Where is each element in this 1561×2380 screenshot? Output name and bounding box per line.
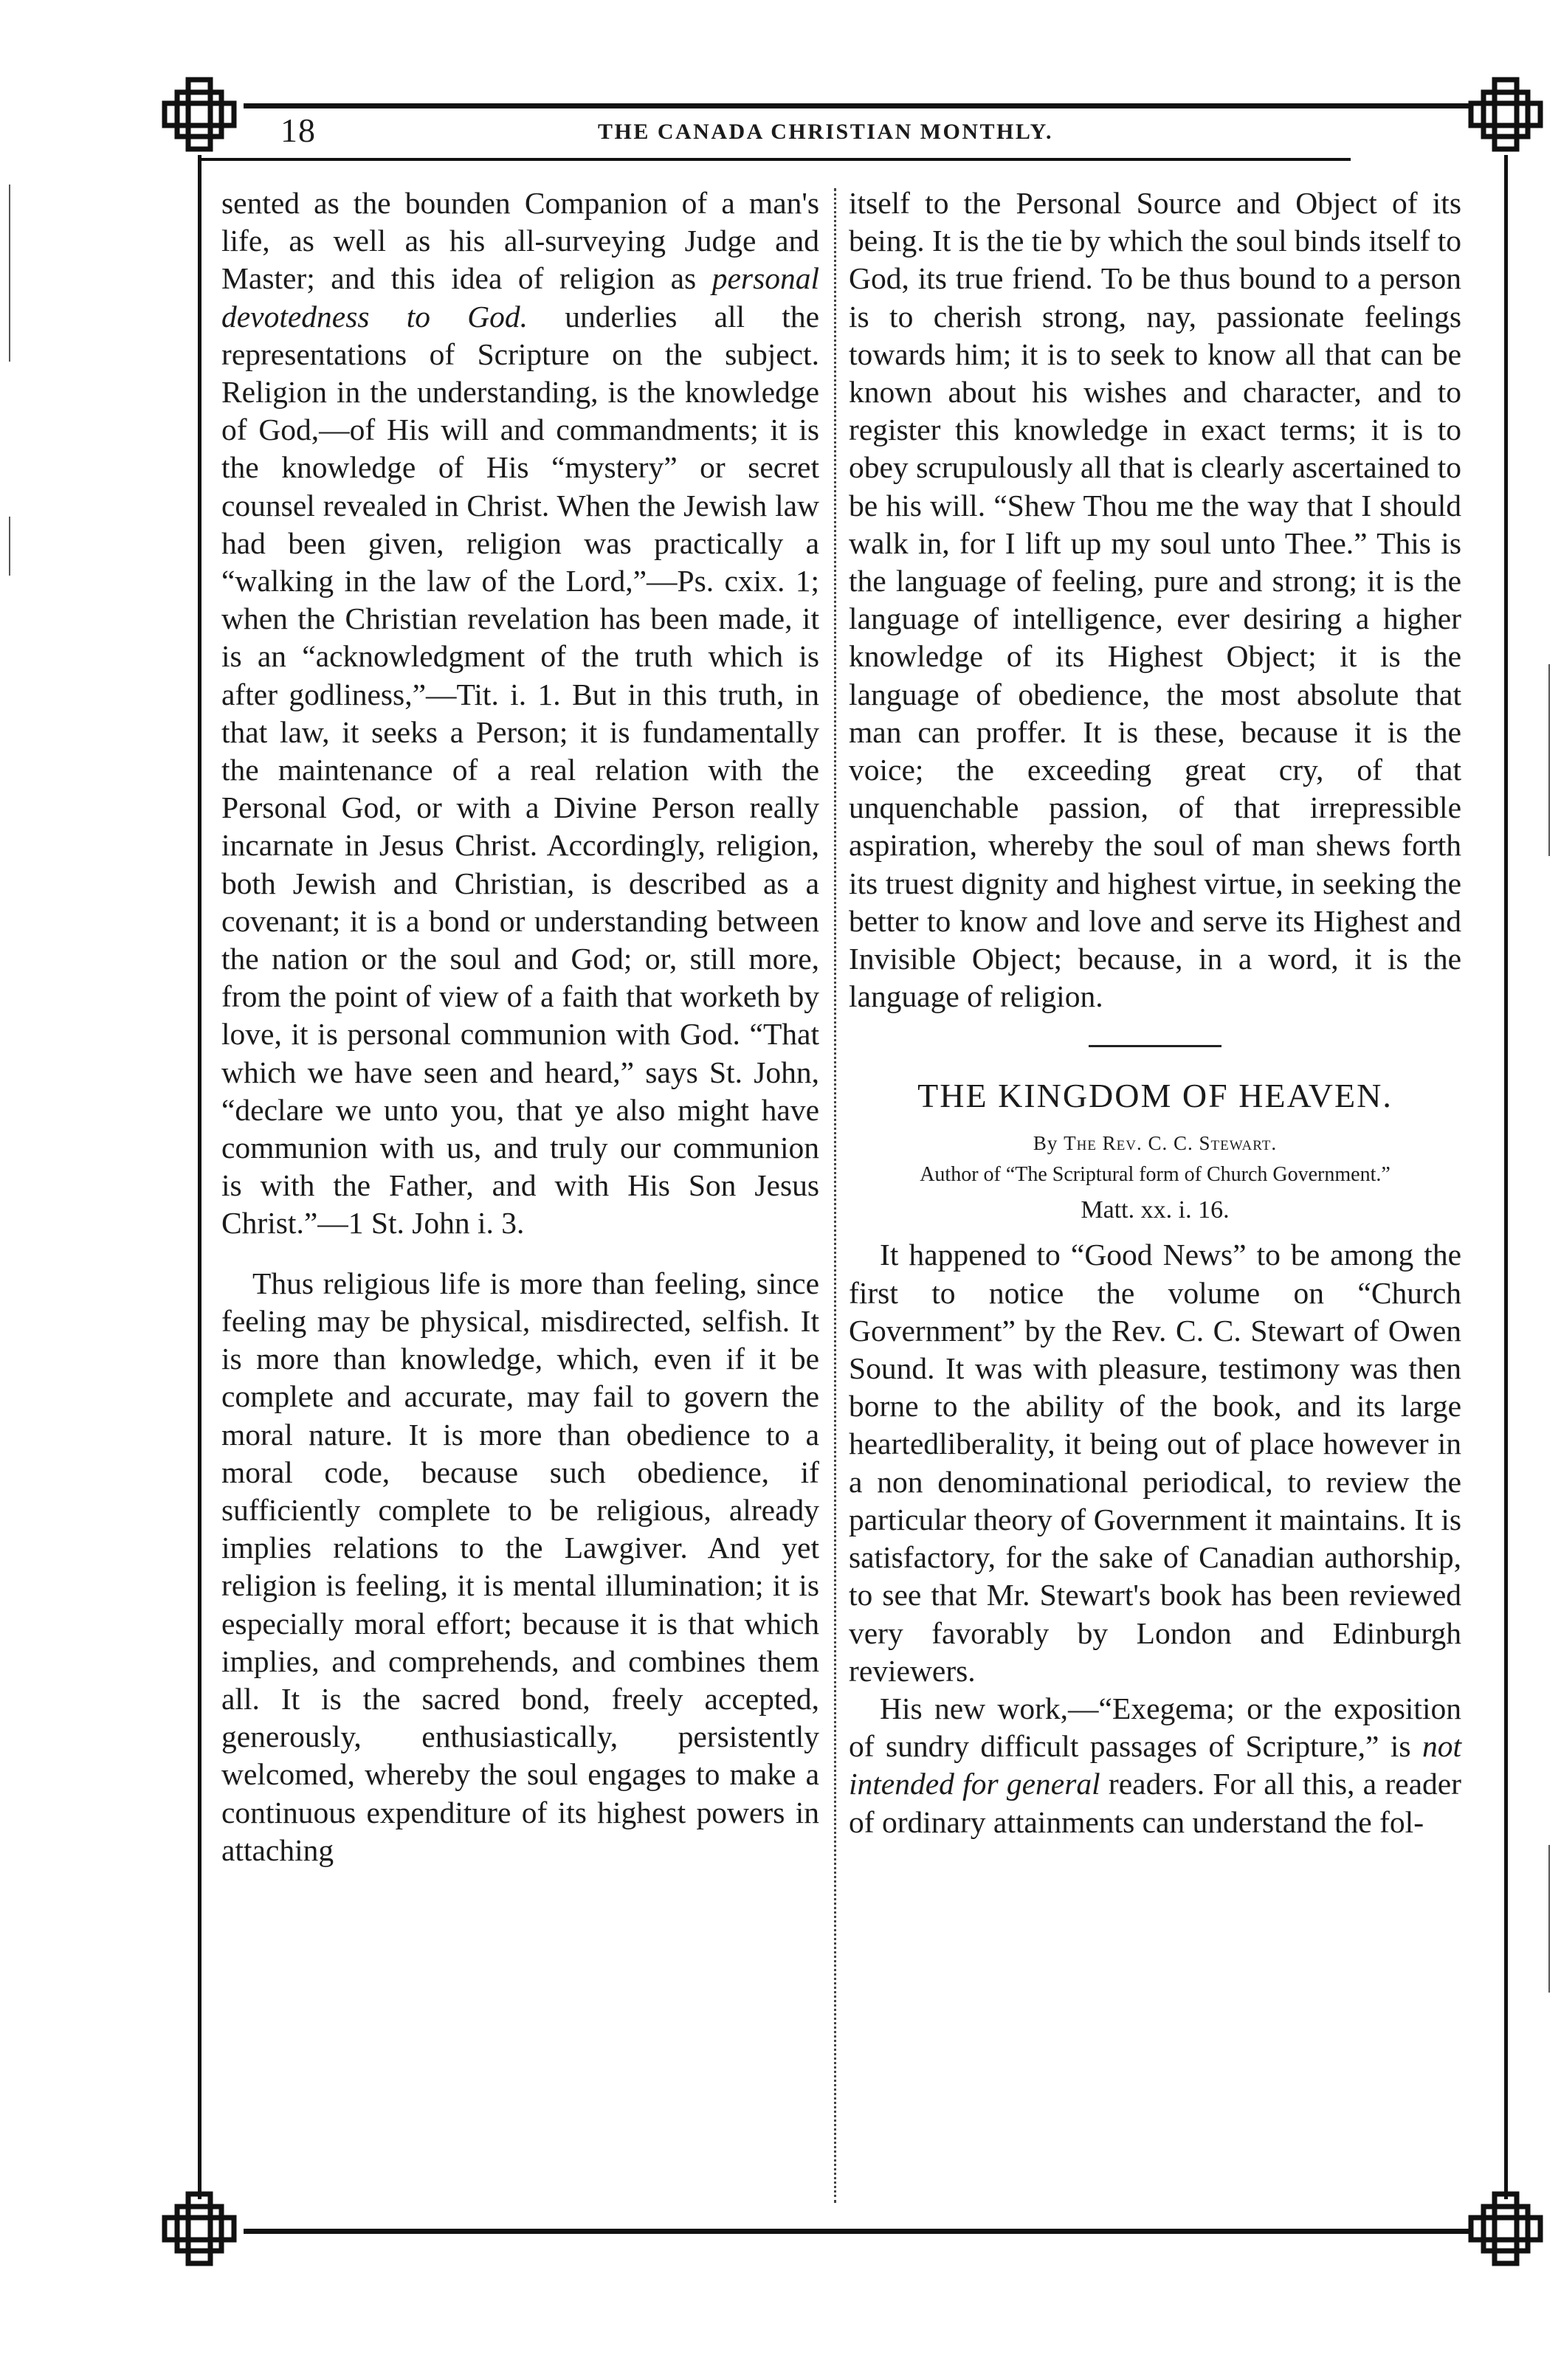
running-title: THE CANADA CHRISTIAN MONTHLY. [598,120,1054,144]
byline [849,1128,1461,1158]
header-rule [199,158,1351,161]
scan-edge-mark [9,184,10,362]
byline-name: The Rev. C. C. Stewart. [1064,1132,1278,1155]
scripture-reference: Matt. xx. i. 16. [1081,1196,1230,1224]
column-divider [834,188,836,2203]
right-column [849,184,1461,1841]
article-title: THE KINGDOM OF HEAVEN. [917,1077,1393,1115]
paragraph-spacer [221,1243,819,1265]
scan-edge-mark [1548,1845,1550,1993]
corner-ornament-icon [159,2188,240,2269]
frame-bottom-rule [244,2229,1469,2234]
left-column [221,184,819,1869]
frame-left-rule [198,155,201,2199]
left-paragraph-1-part-a: sented as the bounden Companion of a man's life, as well as his all-surveying Judge and Master; and this idea of religion as [221,186,819,296]
corner-ornament-icon [1465,2188,1546,2269]
frame-right-rule [1504,155,1508,2199]
left-paragraph-2: Thus religious life is more than feeling, since feeling may be physical, misdirected, selfish. It is more than knowledge, which, even if it be complete and accurate, may fail to govern the moral nature. It is more than obedience to a moral code, because such obedience, if sufficiently complete to be religious, already implies relations to the Lawgiver. And yet religion is feeling, it is mental illumination; it is especially moral effort; because it is that which implies, and comprehends, and combines them all. It is the sacred bond, freely accepted, generously, enthusiastically, persistently welcomed, whereby the soul engages to make a continuous expenditure of its highest powers in attaching [221,1266,819,1867]
byline-prefix: By [1033,1132,1058,1155]
article-paragraph-1: It happened to “Good News” to be among the first to notice the volume on “Church Government” by the Rev. C. C. Stewart of Owen Sound. It was with pleasure, testimony was then borne to the ability of the book, and its large heartedliberality, it being out of place however in a non denominational periodical, to review the particular theory of Government it maintains. It is satisfactory, for the sake of Canadian authorship, to see that Mr. Stewart's book has been reviewed very favorably by London and Edinburgh reviewers. [849,1238,1461,1688]
scan-edge-mark [1548,664,1550,856]
left-paragraph-1-part-b: underlies all the representations of Scripture on the subject. Religion in the understanding, is the knowledge of God,—of His will and commandments; it is the knowledge of His “mystery” or secret counsel revealed in Christ. When the Jewish law had been given, religion was practically a “walking in the law of the Lord,”—Ps. cxix. 1; when the Christian revelation has been made, it is an “acknowledgment of the truth which is after godliness,”—Tit. i. 1. But in this truth, in that law, it seeks a Person; it is fundamentally the maintenance of a real relation with the Personal God, or with a Divine Person really incarnate in Jesus Christ. Accordingly, religion, both Jewish and Christian, is described as a covenant; it is a bond or understanding between the nation or the soul and God; or, still more, from the point of view of a faith that worketh by love, it is personal communion with God. “That which we have seen and heard,” says St. John, “declare we unto you, that ye also might have communion with us, and truly our communion is with the Father, and with His Son Jesus Christ.”—1 St. John i. 3. [221,299,819,1241]
corner-ornament-icon [159,74,240,155]
article-paragraph-2-italic: not intended for general [849,1729,1461,1801]
author-note: Author of “The Scriptural form of Church Government.” [920,1163,1391,1187]
page-number: 18 [280,111,316,149]
article-paragraph-2 [849,1690,1461,1841]
corner-ornament-icon [1465,74,1546,155]
section-rule [1089,1045,1221,1047]
left-paragraph-1 [221,184,819,1243]
article-paragraph-2-start: His new work,—“Exegema; or the exposition of sundry difficult passages of Scripture,” is [849,1691,1461,1764]
right-paragraph-1: itself to the Personal Source and Object of its being. It is the tie by which the soul binds itself to God, its true friend. To be thus bound to a person is to cherish strong, nay, passionate feelings towards him; it is to seek to know all that can be known about his wishes and character, and to register this knowledge in exact terms; it is to obey scrupulously all that is clearly ascertained to be his will. “Shew Thou me the way that I should walk in, for I lift up my soul unto Thee.” This is the language of feeling, pure and strong; it is the language of intelligence, ever desiring a higher knowledge of its Highest Object; it is the language of obedience, the most absolute that man can proffer. It is these, because it is the voice; the exceeding great cry, of that unquenchable passion, of that irrepressible aspiration, whereby the soul of man shews forth its truest dignity and highest virtue, in seeking the better to know and love and serve its Highest and Invisible Object; because, in a word, it is the language of religion. [849,186,1461,1014]
frame-top-rule [244,103,1469,108]
scan-edge-mark [9,517,10,576]
left-paragraph-1-italic: personal devotedness to God. [221,261,819,334]
article-paragraph-2-end: readers. For all this, a reader of ordinary attainments can understand the fol- [849,1767,1461,1839]
